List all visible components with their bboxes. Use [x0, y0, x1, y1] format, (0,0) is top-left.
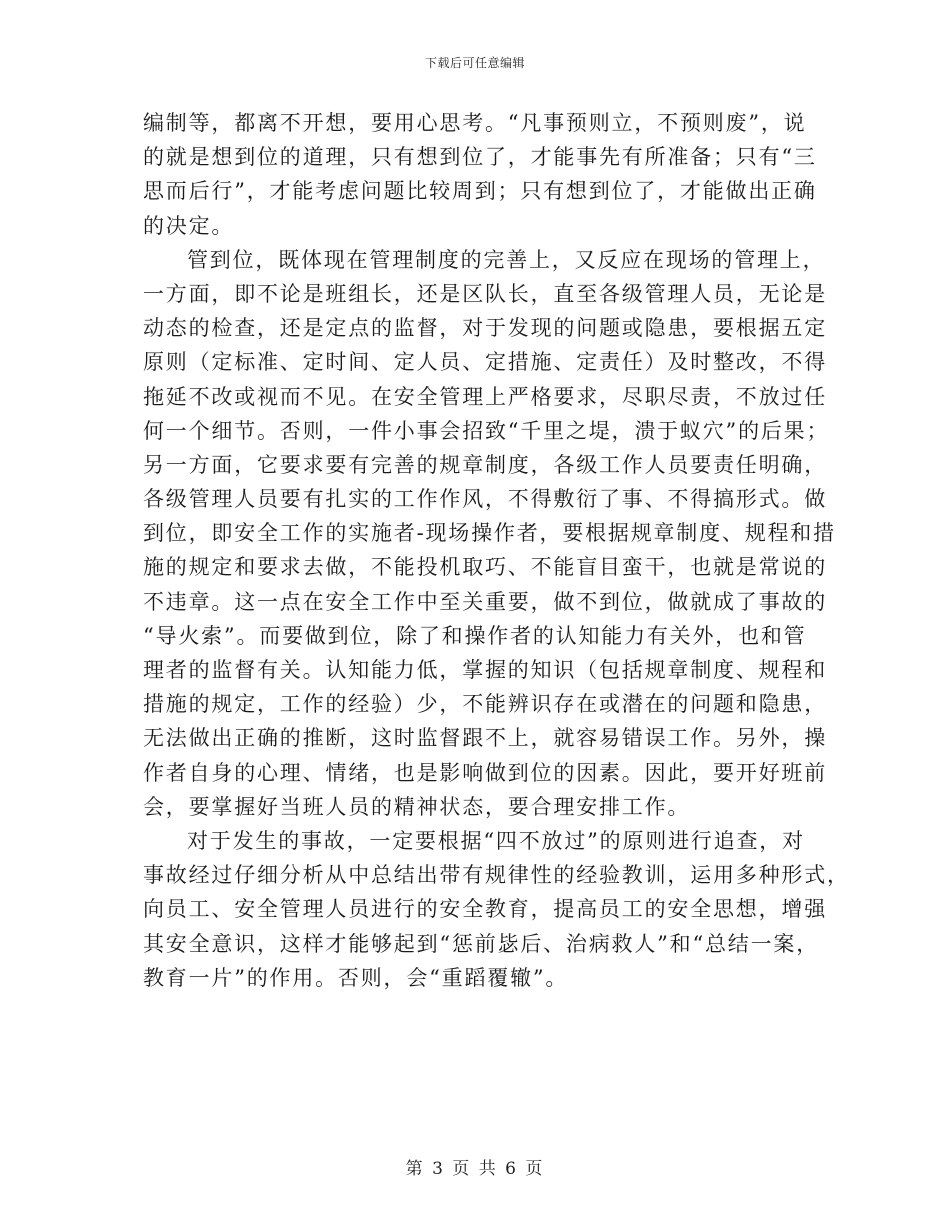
text-line: 其安全意识，这样才能够起到“惩前毖后、治病救人”和“总结一案，: [143, 931, 820, 956]
text-line: 对于发生的事故，一定要根据“四不放过”的原则进行追查，对: [187, 828, 805, 853]
text-line: 拖延不改或视而不见。在安全管理上严格要求，尽职尽责，不放过任: [143, 384, 827, 409]
text-line: 编制等，都离不开想，要用心思考。“凡事预则立，不预则废”，说: [143, 111, 807, 135]
text-line: 到位，即安全工作的实施者-现场操作者，要根据规章制度、规程和措: [143, 521, 836, 546]
paragraph-3: [143, 824, 850, 995]
paragraph-1: [143, 106, 817, 243]
paragraph-2: [143, 243, 836, 824]
text-line: 措施的规定，工作的经验）少，不能辨识存在或潜在的问题和隐患，: [143, 692, 827, 717]
text-line: 的决定。: [143, 213, 235, 238]
text-line: 无法做出正确的推断，这时监督跟不上，就容易错误工作。另外，操: [143, 726, 827, 751]
text-line: 理者的监督有关。认知能力低，掌握的知识（包括规章制度、规程和: [143, 658, 827, 682]
text-line: 事故经过仔细分析从中总结出带有规律性的经验教训，运用多种形式，: [143, 863, 850, 888]
text-line: 另一方面，它要求要有完善的规章制度，各级工作人员要责任明确，: [143, 452, 827, 477]
page-number: 第 3 页 共 6 页: [405, 1159, 545, 1179]
text-line: 思而后行”，才能考虑问题比较周到；只有想到位了，才能做出正确: [143, 179, 817, 204]
text-line: 教育一片”的作用。否则，会“重蹈覆辙”。: [143, 965, 569, 990]
text-line: 不违章。这一点在安全工作中至关重要，做不到位，做就成了事故的: [143, 589, 827, 614]
text-line: 管到位，既体现在管理制度的完善上，又反应在现场的管理上，: [187, 247, 826, 272]
text-line: 各级管理人员要有扎实的工作作风，不得敷衍了事、不得搞形式。做: [143, 487, 827, 512]
page-header: 下载后可任意编辑: [424, 56, 525, 70]
text-line: 向员工、安全管理人员进行的安全教育，提高员工的安全思想，增强: [143, 897, 827, 922]
text-line: 会，要掌握好当班人员的精神状态，要合理安排工作。: [143, 794, 691, 819]
text-line: 的就是想到位的道理，只有想到位了，才能事先有所准备；只有“三: [143, 145, 817, 170]
text-line: “导火索”。而要做到位，除了和操作者的认知能力有关外，也和管: [143, 623, 807, 648]
text-line: 作者自身的心理、情绪，也是影响做到位的因素。因此，要开好班前: [143, 760, 827, 785]
text-line: 施的规定和要求去做，不能投机取巧、不能盲目蛮干，也就是常说的: [143, 555, 827, 580]
document-body: [143, 106, 850, 995]
text-line: 动态的检查，还是定点的监督，对于发现的问题或隐患，要根据五定: [143, 316, 827, 341]
text-line: 何一个细节。否则，一件小事会招致“千里之堤，溃于蚁穴”的后果；: [143, 418, 830, 443]
text-line: 原则（定标准、定时间、定人员、定措施、定责任）及时整改，不得: [143, 350, 827, 375]
text-line: 一方面，即不论是班组长，还是区队长，直至各级管理人员，无论是: [143, 281, 827, 306]
